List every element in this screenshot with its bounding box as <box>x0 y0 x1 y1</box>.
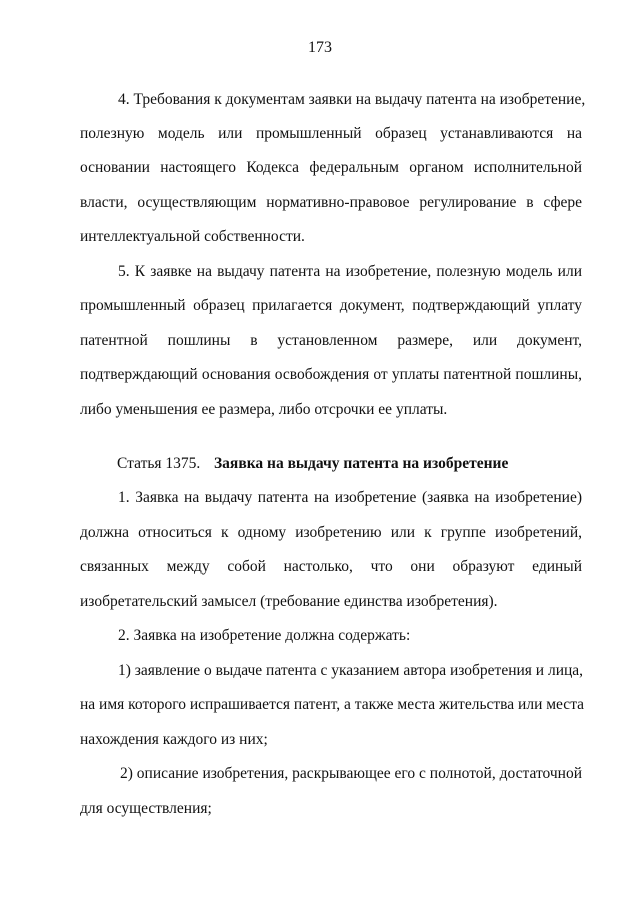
page-number: 173 <box>308 39 332 56</box>
paragraph-5-line-5: либо уменьшения ее размера, либо отсрочки ее уплаты. <box>80 401 448 418</box>
paragraph-4-line-5: интеллектуальной собственности. <box>80 228 305 245</box>
article-title: Заявка на выдачу патента на изобретение <box>214 455 509 472</box>
item-1-line-1: 1) заявление о выдаче патента с указанием автора изобретения и лица, <box>118 662 584 679</box>
article-heading <box>117 454 508 474</box>
article-number: Статья 1375. <box>117 455 201 472</box>
item-2-line-1: 2) описание изобретения, раскрывающее его с полнотой, достаточной <box>120 765 582 782</box>
item-1-line-3: нахождения каждого из них; <box>80 731 268 748</box>
paragraph-5-line-1: 5. К заявке на выдачу патента на изобретение, полезную модель или <box>118 263 582 280</box>
paragraph-4-line-2: полезную модель или промышленный образец устанавливаются на <box>80 125 582 142</box>
paragraph-4-line-3: основании настоящего Кодекса федеральным органом исполнительной <box>80 159 582 176</box>
paragraph-4-line-1: 4. Требования к документам заявки на выдачу патента на изобретение, <box>118 91 586 108</box>
article-paragraph-1-line-2: должна относиться к одному изобретению или к группе изобретений, <box>80 524 582 541</box>
article-paragraph-1-line-4: изобретательский замысел (требование единства изобретения). <box>80 593 498 610</box>
article-paragraph-1-line-3: связанных между собой настолько, что они образуют единый <box>80 558 582 575</box>
article-paragraph-1-line-1: 1. Заявка на выдачу патента на изобретение (заявка на изобретение) <box>118 489 582 506</box>
paragraph-5-line-4: подтверждающий основания освобождения от уплаты патентной пошлины, <box>80 366 582 383</box>
article-paragraph-2: 2. Заявка на изобретение должна содержать: <box>118 627 411 644</box>
item-2-line-2: для осуществления; <box>80 800 212 817</box>
paragraph-5-line-3: патентной пошлины в установленном размере, или документ, <box>80 332 582 349</box>
paragraph-4-line-4: власти, осуществляющим нормативно-правовое регулирование в сфере <box>80 194 582 211</box>
item-1-line-2: на имя которого испрашивается патент, а также места жительства или места <box>80 696 585 713</box>
paragraph-5-line-2: промышленный образец прилагается документ, подтверждающий уплату <box>80 297 582 314</box>
